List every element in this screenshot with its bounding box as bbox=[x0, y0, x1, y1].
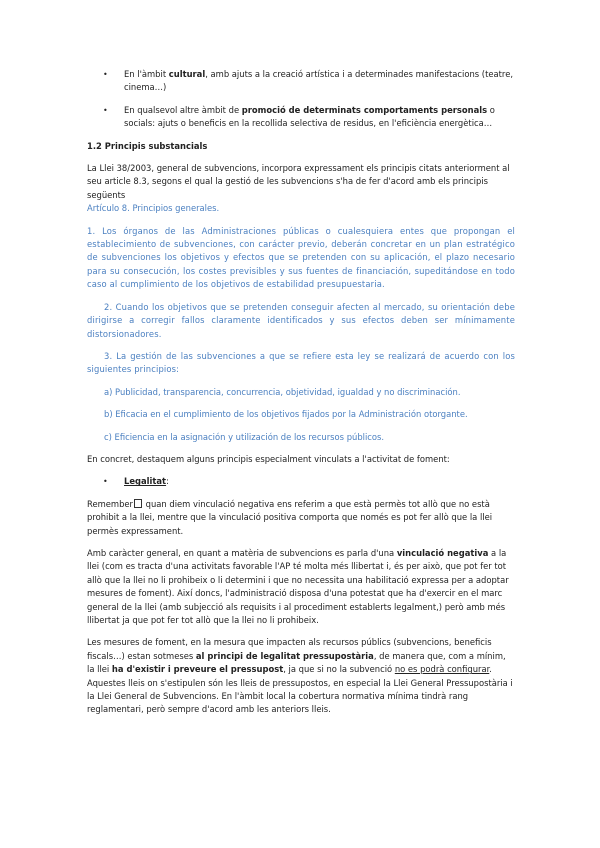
text: En l'àmbit bbox=[124, 69, 169, 79]
list-item-promocio bbox=[87, 104, 515, 131]
remember-paragraph bbox=[87, 498, 515, 538]
article-paragraph-1: 1. Los órganos de las Administraciones públicas o cualesquiera entes que propongan el establecimiento de subvenciones, con carácter previo, deberán concretar en un plan estratégico de subvenciones los objetivos y efectos que se pretenden con su aplicación, el plazo necesario para su consecución, los costes previsibles y sus fuentes de financiación, supeditándose en todo caso al cumplimiento de los objetivos de estabilidad presupuestaria. bbox=[87, 225, 515, 290]
bullet-icon: • bbox=[103, 70, 108, 79]
article-paragraph-2: 2. Cuando los objetivos que se pretenden conseguir afecten al mercado, su orientación debe dirigirse a corregir fallos claramente identificados y sus efectos deben ser mínimamente distorsionadores. bbox=[87, 301, 515, 339]
text: quan diem vinculació negativa ens referim a que està permès tot allò que no està prohibit a la llei, mentre que la vinculació positiva comporta que només es pot fer allò que la llei permès expressament. bbox=[87, 498, 493, 536]
article-paragraph-3: 3. La gestión de las subvenciones a que se refiere esta ley se realizará de acuerdo con los siguientes principios: bbox=[87, 350, 515, 375]
bold-text: ha d'existir i preveure el pressupost bbox=[111, 664, 284, 675]
article-item-b: b) Eficacia en el cumplimiento de los objetivos fijados por la Administración otorgante. bbox=[104, 409, 468, 420]
list-item-legalitat bbox=[87, 475, 515, 488]
article-heading: Artículo 8. Principios generales. bbox=[87, 203, 220, 214]
caracter-paragraph bbox=[87, 547, 515, 627]
text: Remember bbox=[87, 498, 133, 509]
text: , de manera que, com a mínim, la llei bbox=[87, 650, 506, 675]
bold-text: al principi de legalitat pressupostària bbox=[195, 650, 374, 661]
concret-paragraph: En concret, destaquem alguns principis especialment vinculats a l'activitat de foment: bbox=[87, 453, 450, 464]
text: En qualsevol altre àmbit de bbox=[124, 104, 242, 115]
article-item-c: c) Eficiencia en la asignación y utilización de los recursos públicos. bbox=[104, 431, 385, 442]
section-number: 1.2 bbox=[87, 140, 102, 151]
legalitat-label: Legalitat bbox=[124, 476, 167, 487]
text: a la llei (com es tracta d'una activitats favorable l'AP té molta més llibertat i, és per això, que pot fer tot allò que la llei no li prohibeix o li determini i que no necessita una habilitació expressa per a adoptar mesures de foment). Així doncs, l'administració disposa d'una potestat que ha d'exercir en el marc general de la llei (amb subjecció als requisits i al procediment establerts legalment,) però amb més llibertat ja que pot fer tot allò que la llei no li prohibeix. bbox=[87, 547, 509, 625]
text: o socials: ajuts o beneficis en la recollida selectiva de residus, en l'eficiència energètica… bbox=[124, 104, 495, 129]
document-body bbox=[87, 68, 515, 717]
bullet-icon: • bbox=[103, 105, 108, 115]
intro-paragraph: La Llei 38/2003, general de subvencions, incorpora expressament els principis citats anteriorment al seu article 8.3, segons el qual la gestió de les subvencions s'ha de fer d'acord amb els principis següents bbox=[87, 163, 510, 200]
list-item-cultural bbox=[87, 68, 515, 95]
section-title: Principis substancials bbox=[104, 140, 208, 151]
bold-text: cultural bbox=[168, 69, 206, 79]
text: : bbox=[166, 476, 169, 487]
section-heading bbox=[87, 140, 515, 153]
text: Amb caràcter general, en quant a matèria de subvencions es parla d'una bbox=[87, 547, 397, 558]
article-item-a: a) Publicidad, transparencia, concurrencia, objetividad, igualdad y no discriminación. bbox=[104, 386, 461, 397]
underlined-text: no es podrà configurar bbox=[394, 664, 490, 675]
mesures-paragraph bbox=[87, 636, 515, 716]
bold-text: promoció de determinats comportaments personals bbox=[241, 104, 488, 115]
text: . Aquestes lleis on s'estipulen són les lleis de pressupostos, en especial la Llei General Pressupostària i la Llei General de Subvencions. En l'àmbit local la cobertura normativa mínima tindrà rang reglamentari, però sempre d'acord amb les anteriors lleis. bbox=[87, 664, 513, 715]
text: , amb ajuts a la creació artística i a determinades manifestacions (teatre, cinema…) bbox=[124, 69, 514, 93]
text: Les mesures de foment, en la mesura que impacten als recursos públics (subvencions, beneficis fiscals…) estan sotmeses bbox=[87, 637, 492, 661]
text: , ja que si no la subvenció bbox=[283, 664, 395, 675]
bold-text: vinculació negativa bbox=[396, 547, 489, 558]
missing-glyph-icon bbox=[134, 499, 142, 508]
bullet-icon: • bbox=[103, 477, 108, 487]
